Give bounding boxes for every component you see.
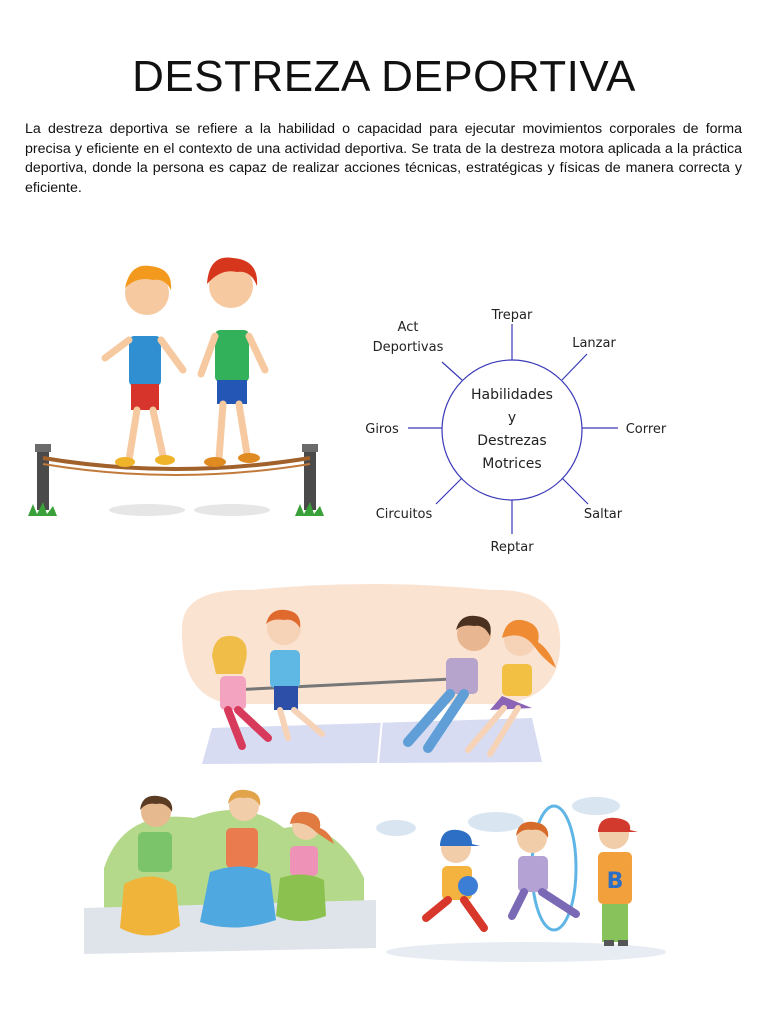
center-line-3: Destrezas: [477, 433, 547, 449]
spoke-lanzar: Lanzar: [572, 336, 616, 351]
sack-race-illustration: [84, 788, 376, 958]
rope-walk-illustration: [25, 248, 335, 523]
spoke-correr: Correr: [625, 422, 667, 437]
shirt-letter: B: [606, 869, 624, 894]
center-line-2: y: [507, 410, 517, 426]
page-title: DESTREZA DEPORTIVA: [132, 52, 636, 101]
spoke-giros: Giros: [365, 422, 399, 437]
skills-diagram: [350, 298, 680, 566]
spoke-reptar: Reptar: [490, 540, 534, 555]
spoke-circuitos: Circuitos: [375, 507, 433, 522]
spoke-saltar: Saltar: [583, 507, 623, 522]
intro-paragraph: La destreza deportiva se refiere a la habilidad o capacidad para ejecutar movimientos corporales de forma precisa y eficiente en el contexto de una actividad deportiva. Se trata de la destreza motora aplicada a la práctica deportiva, donde la persona es capaz de realizar acciones técnicas, estratégicas y físicas de manera correcta y eficiente.: [25, 121, 742, 196]
spoke-trepar: Trepar: [491, 308, 533, 323]
spoke-deportivas: Deportivas: [372, 340, 444, 355]
center-line-1: Habilidades: [471, 387, 553, 403]
running-kids-illustration: [376, 788, 678, 968]
tug-of-war-illustration: [172, 578, 564, 770]
spoke-act: Act: [397, 320, 419, 335]
center-line-4: Motrices: [482, 456, 542, 472]
